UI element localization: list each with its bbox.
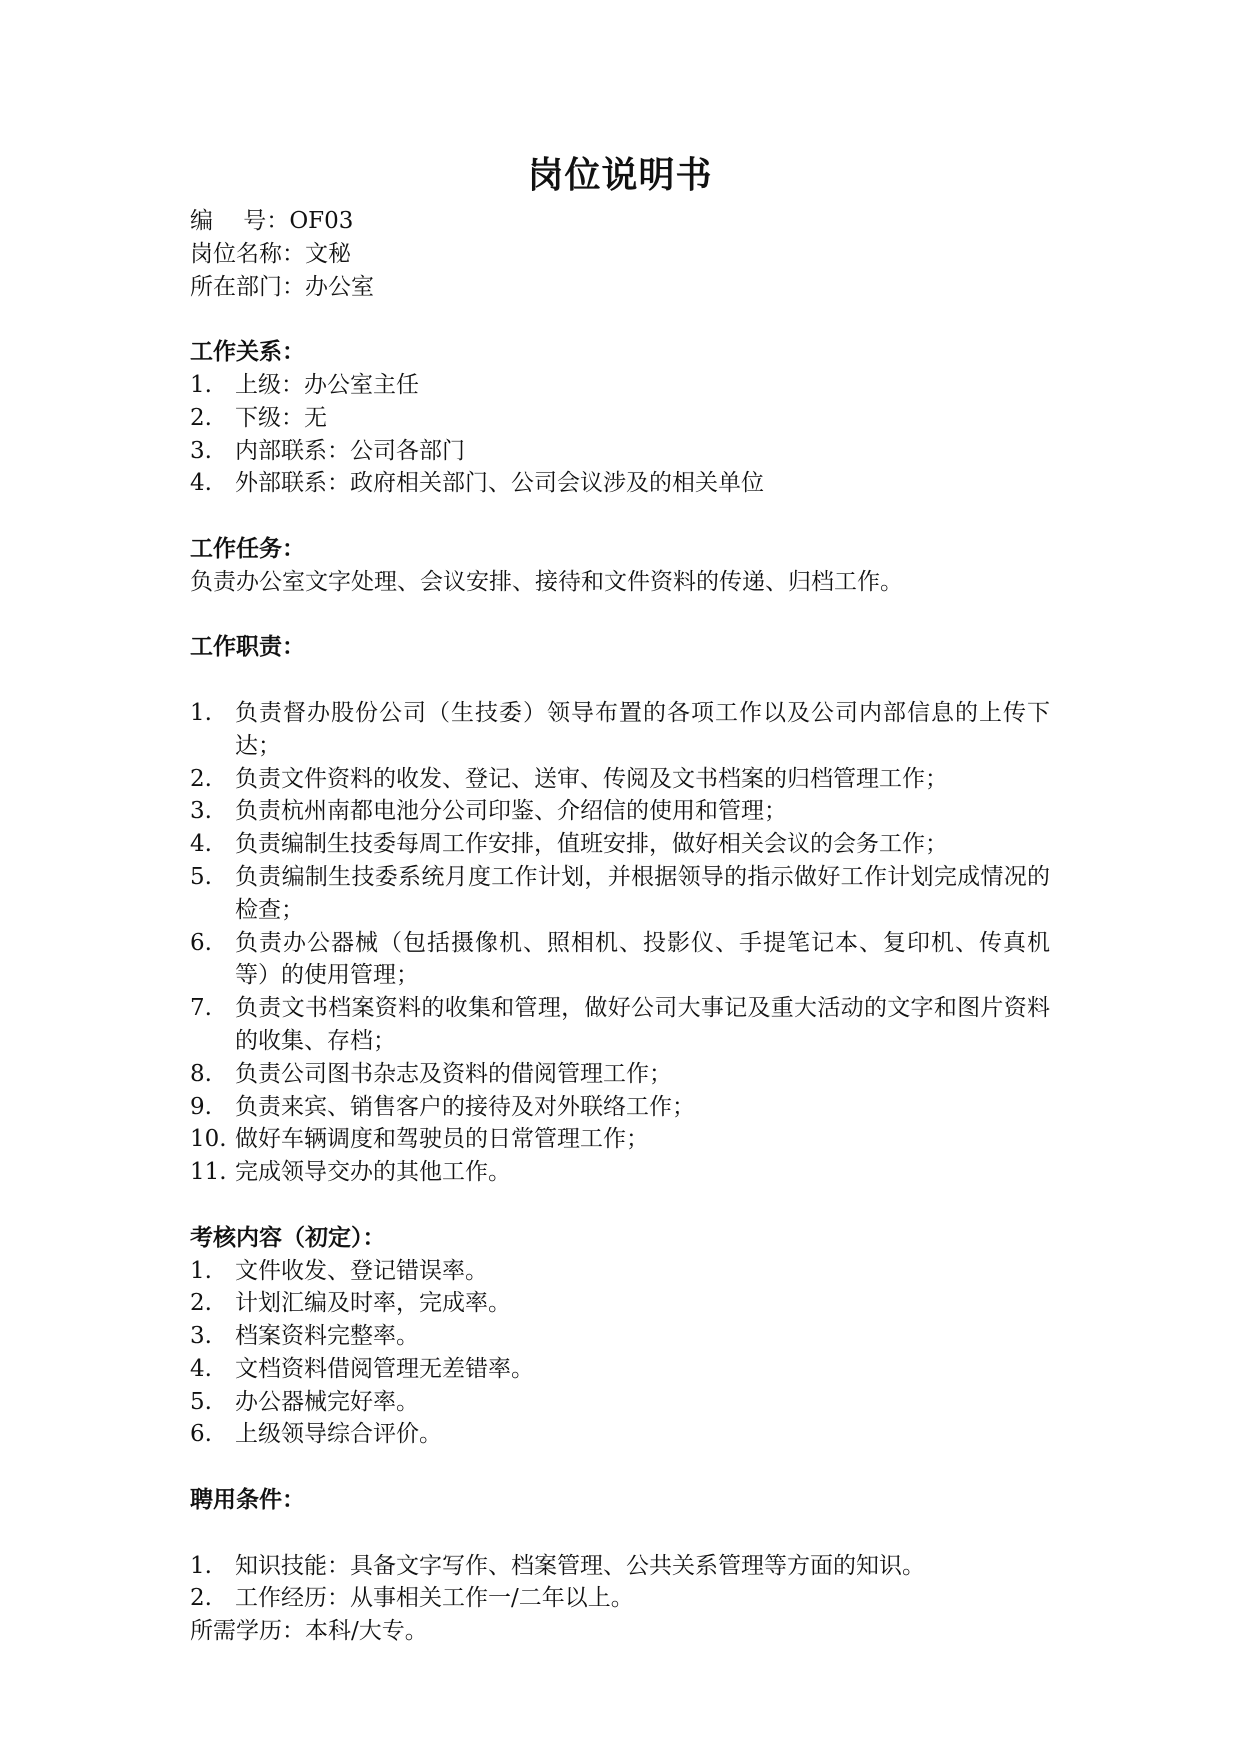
list-item [190, 1353, 1050, 1386]
item-text: 计划汇编及时率，完成率。 [235, 1290, 511, 1317]
item-number: 5. [190, 1388, 212, 1415]
list-item [190, 402, 1050, 435]
list-item [190, 1123, 1050, 1156]
code-row [190, 205, 1050, 238]
list-item [190, 1091, 1050, 1124]
item-text: 工作经历：从事相关工作一/二年以上。 [235, 1585, 634, 1612]
item-number: 9. [190, 1093, 212, 1120]
item-text: 下级：无 [235, 404, 327, 431]
item-number: 2. [190, 765, 212, 792]
list-item [190, 1386, 1050, 1419]
item-text: 文档资料借阅管理无差错率。 [235, 1355, 534, 1382]
document-page [190, 145, 1050, 1648]
item-text: 负责编制生技委每周工作安排，值班安排，做好相关会议的会务工作； [235, 831, 948, 858]
education-requirement: 所需学历：本科/大专。 [190, 1618, 428, 1645]
item-text: 负责督办股份公司（生技委）领导布置的各项工作以及公司内部信息的上传下达； [235, 699, 1050, 759]
list-item [190, 861, 1050, 927]
item-text: 上级：办公室主任 [235, 371, 419, 398]
item-text: 上级领导综合评价。 [235, 1421, 442, 1448]
dept-label: 所在部门： [190, 273, 305, 300]
position-label: 岗位名称： [190, 240, 305, 267]
item-number: 3. [190, 798, 212, 825]
item-number: 2. [190, 404, 212, 431]
list-item [190, 1320, 1050, 1353]
item-text: 内部联系：公司各部门 [235, 437, 465, 464]
list-item [190, 763, 1050, 796]
tasks-heading: 工作任务： [190, 534, 305, 562]
dept-row [190, 271, 1050, 304]
item-number: 1. [190, 699, 212, 726]
item-number: 7. [190, 995, 212, 1022]
item-number: 3. [190, 437, 212, 464]
item-text: 档案资料完整率。 [235, 1323, 419, 1350]
item-number: 1. [190, 371, 212, 398]
item-text: 负责办公器械（包括摄像机、照相机、投影仪、手提笔记本、复印机、传真机等）的使用管理； [235, 929, 1050, 989]
item-number: 3. [190, 1323, 212, 1350]
item-text: 负责文件资料的收发、登记、送审、传阅及文书档案的归档管理工作； [235, 765, 948, 792]
item-text: 负责公司图书杂志及资料的借阅管理工作； [235, 1060, 672, 1087]
code-label: 编 号： [190, 208, 290, 234]
list-item [190, 795, 1050, 828]
code-value: OF03 [289, 208, 354, 234]
list-item [190, 1156, 1050, 1189]
list-item [190, 992, 1050, 1058]
item-text: 办公器械完好率。 [235, 1388, 419, 1415]
item-text: 负责编制生技委系统月度工作计划，并根据领导的指示做好工作计划完成情况的检查； [235, 863, 1050, 923]
item-text: 完成领导交办的其他工作。 [235, 1159, 511, 1186]
list-item [190, 697, 1050, 763]
item-number: 4. [190, 470, 212, 497]
item-text: 知识技能：具备文字写作、档案管理、公共关系管理等方面的知识。 [235, 1552, 925, 1579]
item-number: 11. [190, 1159, 227, 1186]
list-item [190, 927, 1050, 993]
list-item [190, 467, 1050, 500]
list-item [190, 828, 1050, 861]
list-item [190, 369, 1050, 402]
assessment-heading: 考核内容（初定）： [190, 1223, 386, 1251]
list-item [190, 1550, 1050, 1583]
page-title: 岗位说明书 [527, 154, 713, 196]
dept-value: 办公室 [305, 273, 374, 300]
item-text: 做好车辆调度和驾驶员的日常管理工作； [235, 1126, 649, 1153]
item-number: 5. [190, 863, 212, 890]
item-number: 2. [190, 1585, 212, 1612]
item-number: 2. [190, 1290, 212, 1317]
item-number: 4. [190, 831, 212, 858]
item-text: 负责杭州南都电池分公司印鉴、介绍信的使用和管理； [235, 798, 787, 825]
item-number: 6. [190, 929, 212, 956]
duties-heading: 工作职责： [190, 633, 305, 661]
list-item [190, 1287, 1050, 1320]
list-item [190, 1418, 1050, 1451]
item-number: 4. [190, 1355, 212, 1382]
conditions-heading: 聘用条件： [190, 1486, 305, 1514]
item-number: 8. [190, 1060, 212, 1087]
position-value: 文秘 [305, 240, 351, 267]
item-number: 10. [190, 1126, 227, 1153]
item-text: 负责来宾、销售客户的接待及对外联络工作； [235, 1093, 695, 1120]
relations-heading: 工作关系： [190, 338, 305, 366]
item-number: 1. [190, 1552, 212, 1579]
item-number: 1. [190, 1257, 212, 1284]
list-item [190, 1058, 1050, 1091]
list-item [190, 1582, 1050, 1615]
list-item [190, 435, 1050, 468]
item-text: 文件收发、登记错误率。 [235, 1257, 488, 1284]
item-text: 负责文书档案资料的收集和管理，做好公司大事记及重大活动的文字和图片资料的收集、存档； [235, 995, 1050, 1054]
item-number: 6. [190, 1421, 212, 1448]
tasks-text: 负责办公室文字处理、会议安排、接待和文件资料的传递、归档工作。 [190, 568, 903, 595]
position-row [190, 238, 1050, 271]
list-item [190, 1255, 1050, 1288]
item-text: 外部联系：政府相关部门、公司会议涉及的相关单位 [235, 470, 764, 497]
